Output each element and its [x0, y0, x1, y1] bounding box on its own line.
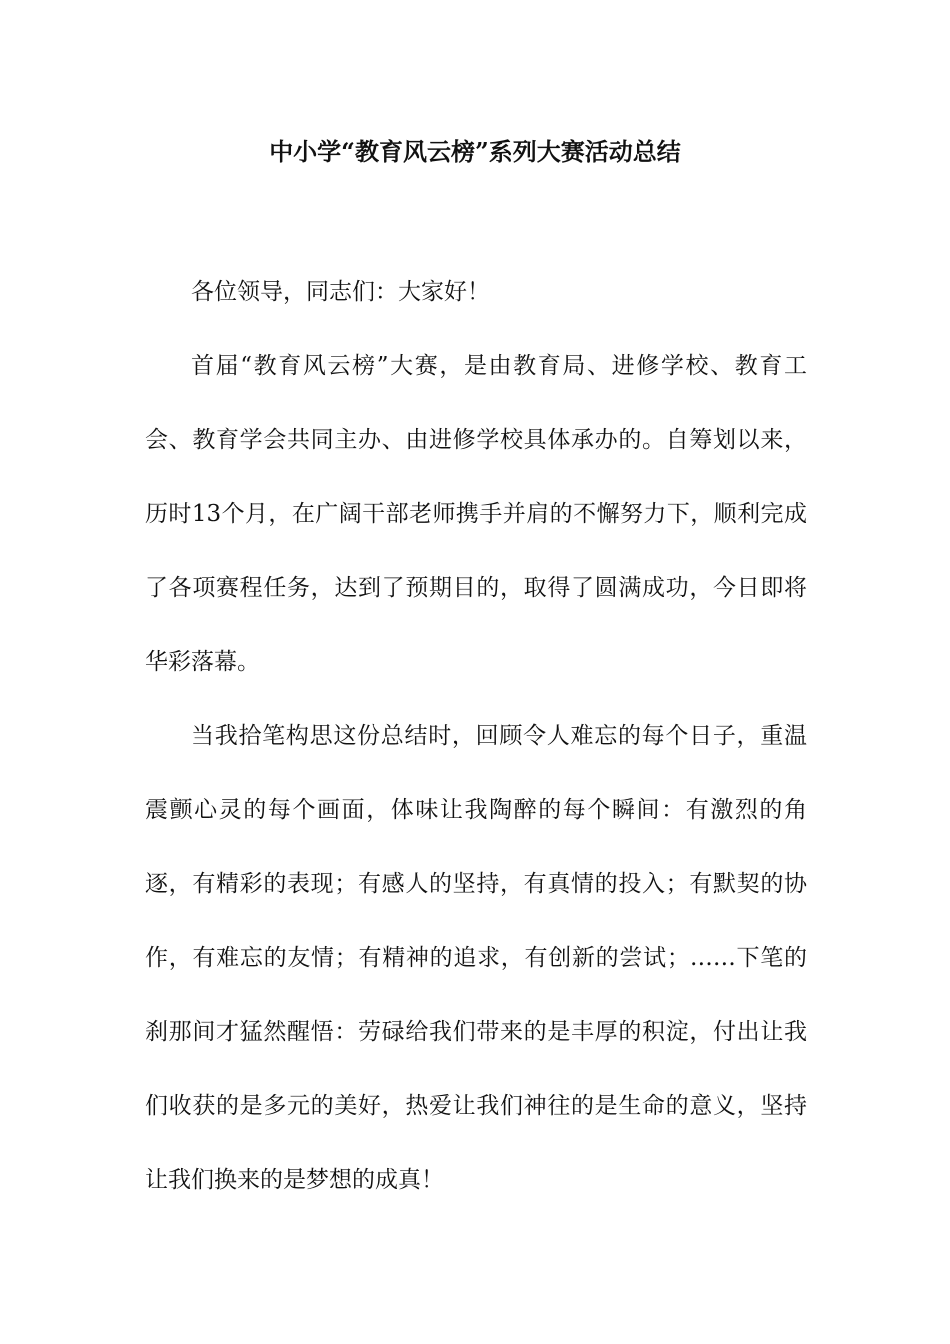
intro-paragraph: 首届“教育风云榜”大赛，是由教育局、进修学校、教育工会、教育学会共同主办、由进修学校具体承办的。自筹划以来，历时13个月，在广阔干部老师携手并肩的不懈努力下，顺利完成了各项赛程任务，达到了预期目的，取得了圆满成功，今日即将华彩落幕。: [145, 353, 807, 675]
reflection-paragraph: 当我拾笔构思这份总结时，回顾令人难忘的每个日子，重温震颤心灵的每个画面，体味让我陶醉的每个瞬间：有激烈的角逐，有精彩的表现；有感人的坚持，有真情的投入；有默契的协作，有难忘的友情；有精神的追求，有创新的尝试；……下笔的刹那间才猛然醒悟：劳碌给我们带来的是丰厚的积淀，付出让我们收获的是多元的美好，热爱让我们神往的是生命的意义，坚持让我们换来的是梦想的成真！: [145, 723, 807, 1193]
greeting-paragraph: 各位领导，同志们：大家好！: [191, 279, 490, 305]
document-title: 中小学“教育风云榜”系列大赛活动总结: [269, 137, 681, 166]
document-body: [145, 255, 807, 1217]
